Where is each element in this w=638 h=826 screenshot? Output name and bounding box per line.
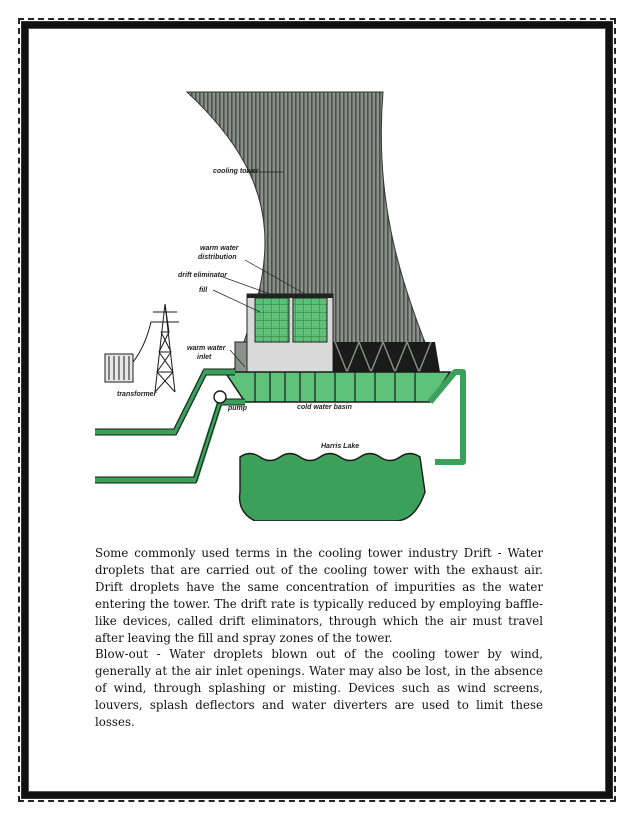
label-fill: fill <box>199 287 208 294</box>
cooling-tower-diagram <box>95 72 488 521</box>
label-warm-water-inlet: warm water <box>187 345 226 352</box>
label-warm-water-inlet-2: inlet <box>197 354 212 361</box>
label-drift-eliminator: drift eliminator <box>178 272 228 279</box>
label-harris-lake: Harris Lake <box>321 443 360 450</box>
harris-lake <box>240 454 425 522</box>
label-cold-water-basin: cold water basin <box>297 404 352 411</box>
label-pump: pump <box>228 405 248 412</box>
label-transformer: transformer <box>117 391 157 398</box>
label-cooling-tower: cooling tower <box>213 168 259 175</box>
cold-water-basin <box>225 372 450 402</box>
label-warm-water-distribution: warm water <box>200 245 239 252</box>
paragraph-blow-out: Blow-out - Water droplets blown out of the cooling tower by wind, generally at the air inlet openings. Water may also be lost, in the absence of wind, through splashing or misting. Devices such as wind screens, louvers, splash deflectors and water diverters are used to limit these losses. <box>95 647 543 730</box>
pump <box>214 391 226 403</box>
diagram-svg <box>95 72 488 521</box>
label-warm-water-distribution-2: distribution <box>198 254 237 261</box>
paragraph-drift: Some commonly used terms in the cooling tower industry Drift - Water droplets that are carried out of the cooling tower with the exhaust air. Drift droplets have the same concentration of impurities as the water entering the tower. The drift rate is typically reduced by employing baffle-like devices, called drift eliminators, through which the air must travel after leaving the fill and spray zones of the tower. <box>95 546 543 645</box>
body-text <box>95 545 543 731</box>
